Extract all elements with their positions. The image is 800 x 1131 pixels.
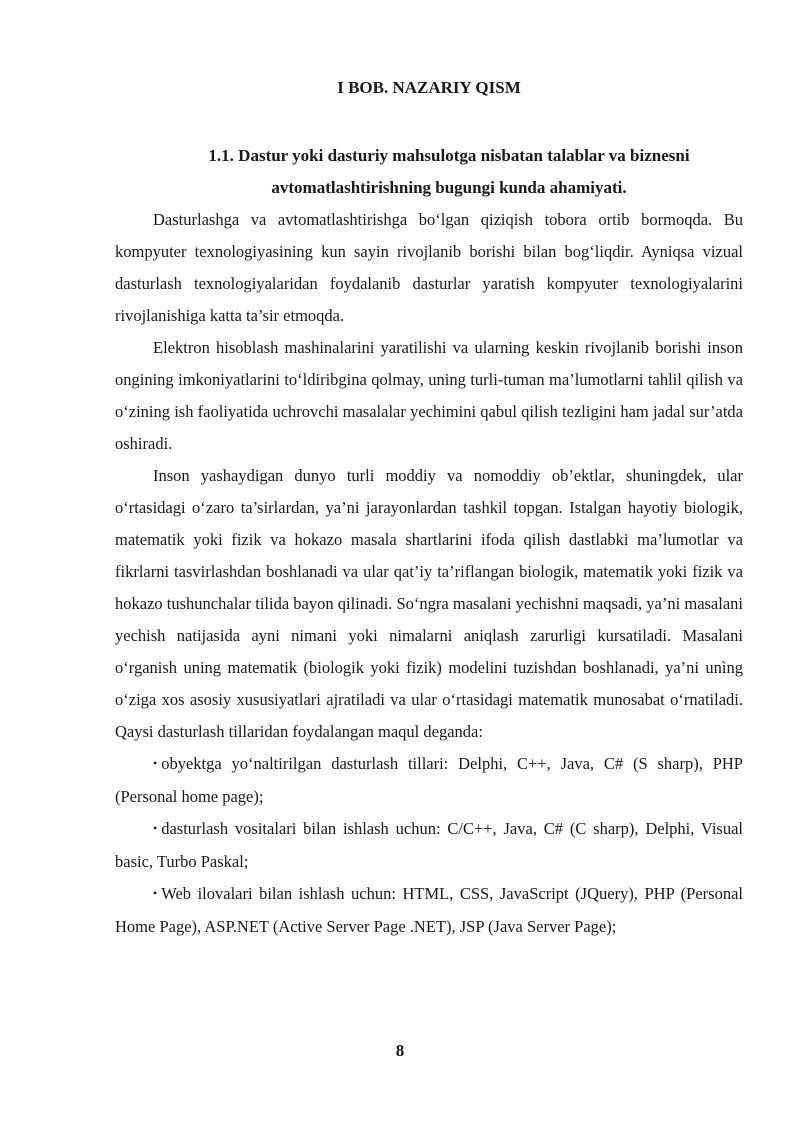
bullet-text: obyektga yo‘naltirilgan dasturlash tillari: Delphi, C++, Java, C# (S sharp), PHP (Personal home page); — [115, 754, 743, 806]
bullet-item-3 — [115, 878, 743, 943]
bullet-item-2 — [115, 813, 743, 878]
bullet-text: dasturlash vositalari bilan ishlash uchun: C/C++, Java, C# (C sharp), Delphi, Visual basic, Turbo Paskal; — [115, 819, 743, 871]
bullet-icon: • — [153, 821, 158, 835]
section-title-line-2: avtomatlashtirishning bugungi kunda ahamiyati. — [271, 178, 627, 197]
section-title-line-1: 1.1. Dastur yoki dasturiy mahsulotga nisbatan talablar va biznesni — [208, 146, 690, 165]
paragraph-3: Inson yashaydigan dunyo turli moddiy va nomoddiy ob’ektlar, shuningdek, ular o‘rtasidagi o‘zaro ta’sirlardan, ya’ni jarayonlardan tashkil topgan. Istalgan hayotiy biologik, matematik yoki fizik va hokazo masala shartlarini ifoda qilish dastlabki ma’lumotlar va fikrlarni tasvirlashdan boshlanadi va ular qat’iy ta’riflangan biologik, matematik yoki fizik va hokazo tushunchalar tilida bayon qilinadi. So‘ngra masalani yechishni maqsadi, ya’ni masalani yechish natijasida ayni nimani yoki nimalarni aniqlash zarurligi kursatiladi. Masalani o‘rganish uning matematik (biologik yoki fizik) modelini tuzishdan boshlanadi, ya’ni unìng o‘ziga xos asosiy xususiyatlari ajratiladi va ular o‘rtasidagi matematik munosabat o‘rnatiladi. Qaysi dasturlash tillaridan foydalangan maqul deganda: — [115, 466, 743, 741]
page-number: 8 — [395, 1041, 405, 1060]
paragraph-2: Elektron hisoblash mashinalarini yaratilishi va ularning keskin rivojlanib borishi inson ongining imkoniyatlarini to‘ldiribgina qolmay, uning turli-tuman ma’lumotlarni tahlil qilish va o‘zining ish faoliyatida uchrovchi masalalar yechimini qabul qilish tezligini ham jadal sur’atda oshiradi. — [115, 338, 743, 453]
chapter-title: I BOB. NAZARIY QISM — [337, 78, 521, 97]
paragraph-1: Dasturlashga va avtomatlashtirishga bo‘lgan qiziqish tobora ortib bormoqda. Bu kompyuter texnologiyasining kun sayin rivojlanib borishi bilan bog‘liqdir. Ayniqsa vizual dasturlash texnologiyalaridan foydalanib dasturlar yaratish kompyuter texnologiyalarini rivojlanishiga katta ta’sir etmoqda. — [115, 210, 743, 325]
section-title — [115, 140, 743, 204]
bullet-item-1 — [115, 748, 743, 813]
bullet-icon: • — [153, 886, 158, 900]
bullet-icon: • — [153, 756, 158, 770]
bullet-text: Web ilovalari bilan ishlash uchun: HTML, CSS, JavaScript (JQuery), PHP (Personal Home Page), ASP.NET (Active Server Page .NET), JSP (Java Server Page); — [115, 884, 743, 936]
